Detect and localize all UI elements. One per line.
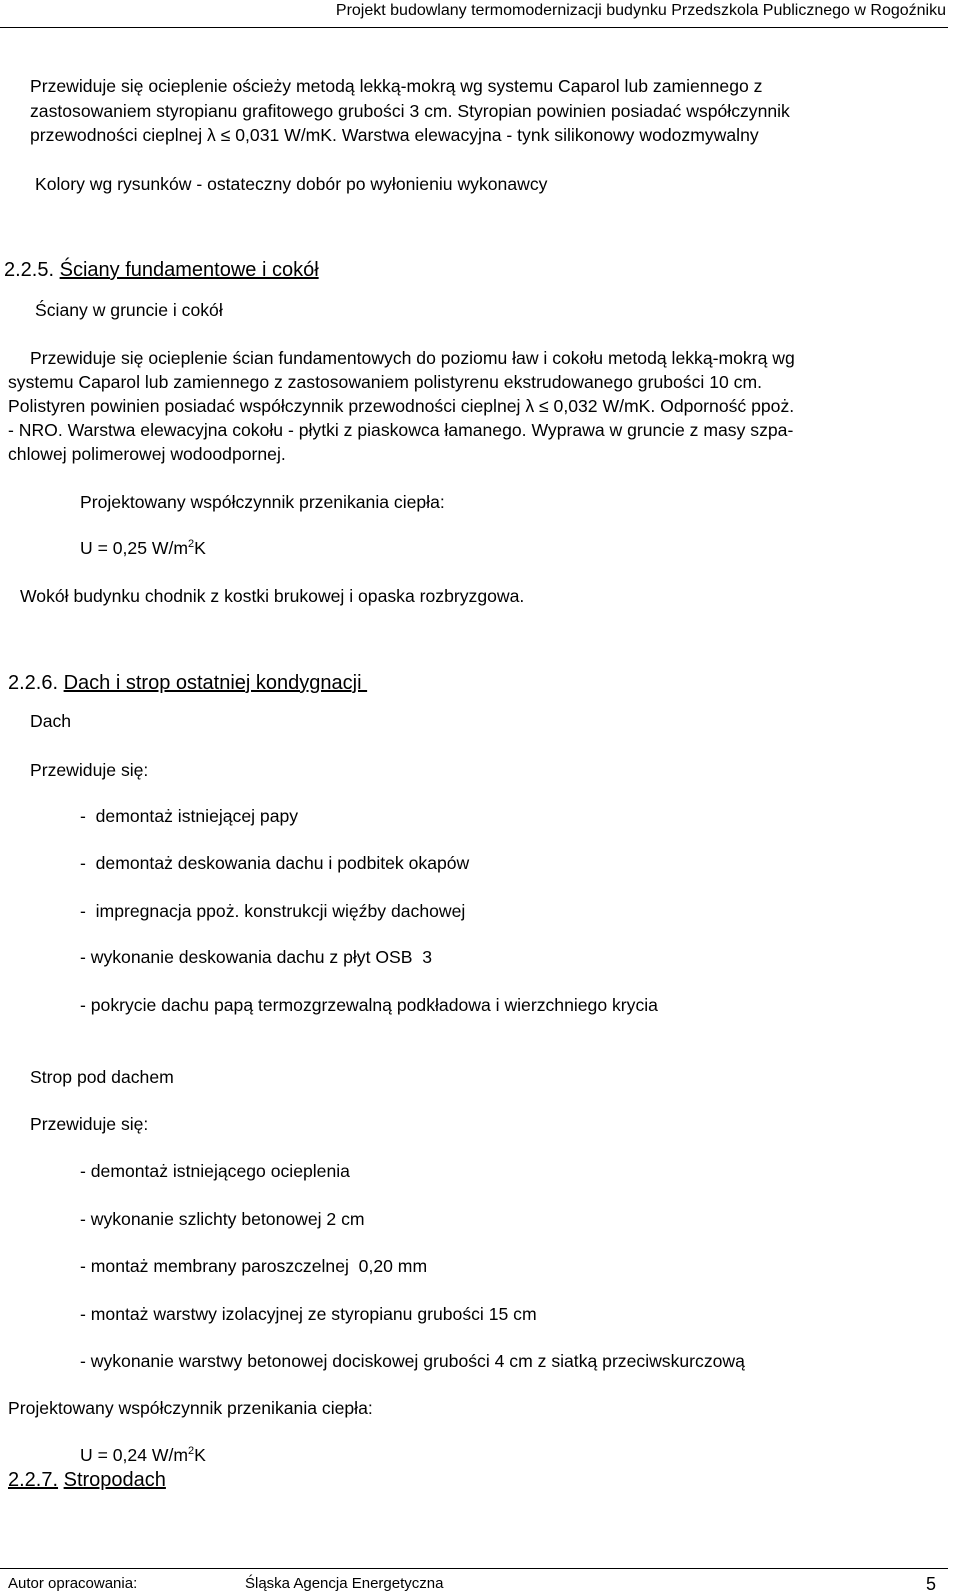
s225-line-3: Polistyren powinien posiadać współczynnik przewodności cieplnej λ ≤ 0,032 W/mK. Odporność ppoż. [8, 396, 795, 416]
roof-heading: Dach [30, 711, 72, 731]
section-2-2-6-heading [8, 672, 367, 695]
s225-line-1: Przewiduje się ocieplenie ścian fundamentowych do poziomu ław i cokołu metodą lekką-mokrą wg [30, 348, 795, 368]
roof-item-3: - impregnacja ppoż. konstrukcji więźby dachowej [80, 901, 466, 921]
s225-line-4: - NRO. Warstwa elewacyjna cokołu - płytki z piaskowca łamanego. Wyprawa w gruncie z masy szpa- [8, 420, 794, 440]
intro-line-2: zastosowaniem styropianu grafitowego grubości 3 cm. Styropian powinien posiadać współczynnik [30, 101, 790, 121]
ceiling-item-5: - wykonanie warstwy betonowej dociskowej grubości 4 cm z siatką przeciwskurczową [80, 1351, 745, 1371]
ceiling-item-3: - montaż membrany paroszczelnej 0,20 mm [80, 1256, 428, 1276]
s225-sidewalk: Wokół budynku chodnik z kostki brukowej i opaska rozbryzgowa. [20, 586, 525, 606]
section-title: Dach i strop ostatniej kondygnacji [63, 672, 368, 694]
footer-author: Śląska Agencja Energetyczna [245, 1575, 444, 1592]
intro-line-3: przewodności cieplnej λ ≤ 0,031 W/mK. Warstwa elewacyjna - tynk silikonowy wodozmywalny [30, 125, 759, 145]
ceiling-heading: Strop pod dachem [30, 1067, 174, 1087]
ceiling-intro: Przewiduje się: [30, 1114, 149, 1134]
section-title: Stropodach [63, 1469, 166, 1491]
section-title: Ściany fundamentowe i cokół [59, 259, 319, 281]
section-number: 2.2.5. [4, 259, 55, 281]
section-subtitle: Ściany w gruncie i cokół [35, 300, 223, 320]
header-title: Projekt budowlany termomodernizacji budynku Przedszkola Publicznego w Rogoźniku [335, 2, 946, 19]
page-footer [0, 1568, 948, 1569]
s225-coef-label: Projektowany współczynnik przenikania ciepła: [80, 492, 445, 512]
s225-u-value: U = 0,25 $W/m^2K$ [80, 538, 206, 558]
s226-coef-label: Projektowany współczynnik przenikania ciepła: [8, 1398, 373, 1418]
ceiling-item-2: - wykonanie szlichty betonowej 2 cm [80, 1209, 365, 1229]
section-2-2-5-heading [4, 259, 319, 282]
s225-line-2: systemu Caparol lub zamiennego z zastosowaniem polistyrenu ekstrudowanego grubości 10 cm. [8, 372, 762, 392]
footer-author-label: Autor opracowania: [8, 1575, 138, 1592]
intro-line-1: Przewiduje się ocieplenie ościeży metodą lekką-mokrą wg systemu Caparol lub zamiennego z [30, 76, 763, 96]
roof-intro: Przewiduje się: [30, 760, 149, 780]
roof-item-5: - pokrycie dachu papą termozgrzewalną podkładowa i wierzchniego krycia [80, 995, 658, 1015]
roof-item-1: - demontaż istniejącej papy [80, 806, 299, 826]
roof-item-2: - demontaż deskowania dachu i podbitek okapów [80, 853, 470, 873]
section-number: 2.2.6. [8, 672, 59, 694]
ceiling-item-4: - montaż warstwy izolacyjnej ze styropianu grubości 15 cm [80, 1304, 537, 1324]
intro-colors: Kolory wg rysunków - ostateczny dobór po wyłonieniu wykonawcy [35, 174, 548, 194]
s225-line-5: chlowej polimerowej wodoodpornej. [8, 444, 286, 464]
s226-u-value: U = 0,24 $W/m^2K$ [80, 1445, 206, 1465]
section-number: 2.2.7. [8, 1469, 59, 1491]
page-number: 5 [926, 1574, 937, 1594]
roof-item-4: - wykonanie deskowania dachu z płyt OSB 3 [80, 947, 433, 967]
section-2-2-7-heading [8, 1469, 166, 1492]
ceiling-item-1: - demontaż istniejącego ocieplenia [80, 1161, 350, 1181]
